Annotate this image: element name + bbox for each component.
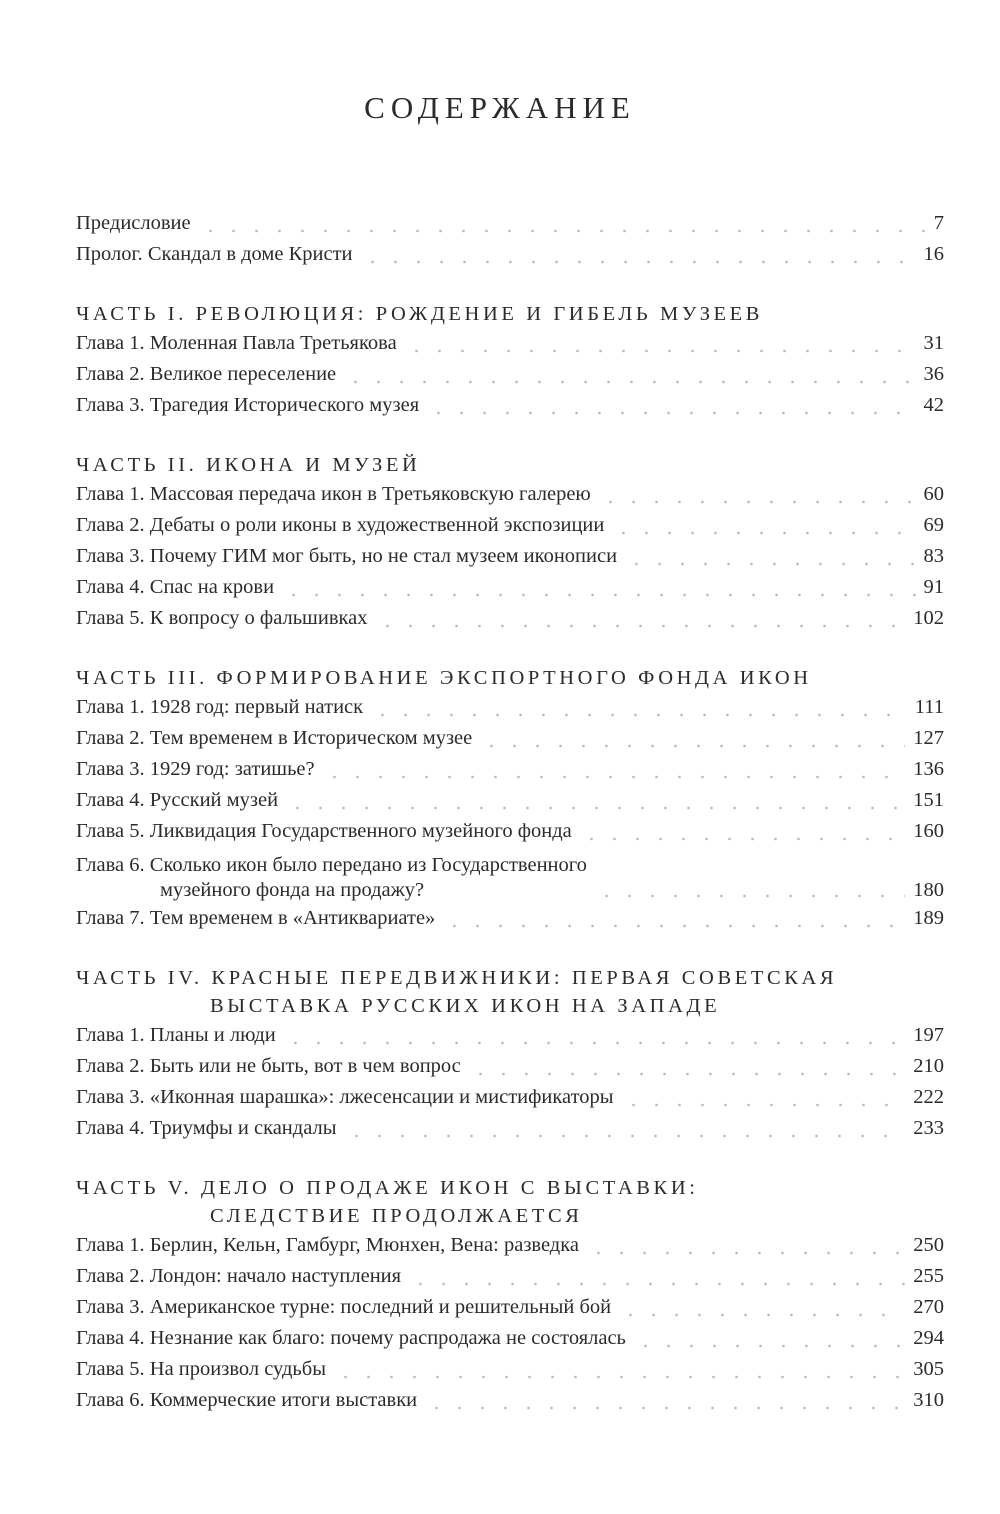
entry-page: 189 [913, 907, 944, 929]
dot-leader [634, 1323, 905, 1354]
entry-title: Глава 3. Американское турне: последний и решительный бой [76, 1296, 612, 1318]
dot-leader [587, 1230, 905, 1261]
toc-entry[interactable] [76, 239, 944, 270]
dot-leader [443, 903, 905, 934]
entry-title: Глава 1. Планы и люди [76, 1024, 276, 1046]
toc-entry[interactable] [76, 1051, 944, 1082]
toc-entry[interactable] [76, 510, 944, 541]
entry-page: 255 [913, 1265, 944, 1287]
toc-entry[interactable] [76, 572, 944, 603]
entry-title: Глава 3. 1929 год: затишье? [76, 758, 315, 780]
entry-page: 127 [913, 727, 944, 749]
entry-title: Пролог. Скандал в доме Кристи [76, 243, 353, 265]
entry-page: 91 [923, 576, 944, 598]
dot-leader [371, 692, 907, 723]
entry-title: Глава 2. Великое переселение [76, 363, 337, 385]
dot-leader [334, 1354, 905, 1385]
entry-page: 42 [923, 394, 944, 416]
toc-entry[interactable] [76, 208, 944, 239]
part-heading: ЧАСТЬ I. РЕВОЛЮЦИЯ: РОЖДЕНИЕ И ГИБЕЛЬ МУЗЕЕВ [76, 303, 764, 325]
toc-entry[interactable] [76, 1082, 944, 1113]
entry-title: Глава 3. Трагедия Исторического музея [76, 394, 420, 416]
dot-leader [361, 239, 916, 270]
dot-leader [619, 1292, 905, 1323]
entry-page: 7 [933, 212, 944, 234]
toc-entry[interactable] [76, 723, 944, 754]
entry-title: Глава 1. Берлин, Кельн, Гамбург, Мюнхен, Вена: разведка [76, 1234, 579, 1256]
part-heading: ЧАСТЬ IV. КРАСНЫЕ ПЕРЕДВИЖНИКИ: ПЕРВАЯ СОВЕТСКАЯ ВЫСТАВКА РУССКИХ ИКОН НА ЗАПАДЕ [76, 967, 838, 1017]
toc-entry[interactable] [76, 1354, 944, 1385]
dot-leader [323, 754, 906, 785]
entry-page: 233 [913, 1117, 944, 1139]
entry-title: Глава 1. 1928 год: первый натиск [76, 696, 364, 718]
dot-leader [286, 785, 905, 816]
toc-entry[interactable] [76, 1323, 944, 1354]
toc-entry[interactable] [76, 1261, 944, 1292]
entry-title: Глава 2. Лондон: начало наступления [76, 1265, 402, 1287]
entry-page: 36 [923, 363, 944, 385]
entry-title: Глава 6. Коммерческие итоги выставки [76, 1389, 418, 1411]
dot-leader [425, 1385, 905, 1416]
entry-title: Предисловие [76, 212, 191, 234]
dot-leader [284, 1020, 905, 1051]
dot-leader [405, 328, 916, 359]
toc-entry[interactable] [76, 816, 944, 847]
dot-leader [469, 1051, 905, 1082]
dot-leader [199, 208, 926, 239]
entry-page: 197 [913, 1024, 944, 1046]
entry-title: Глава 1. Массовая передача икон в Третьяковскую галерею [76, 483, 591, 505]
entry-page: 310 [913, 1389, 944, 1411]
dot-leader [376, 603, 906, 634]
entry-page: 136 [913, 758, 944, 780]
entry-page: 102 [913, 607, 944, 629]
toc-entry[interactable] [76, 754, 944, 785]
toc-entry[interactable] [76, 847, 944, 903]
part-heading: ЧАСТЬ II. ИКОНА И МУЗЕЙ [76, 454, 421, 476]
toc-entry[interactable] [76, 1020, 944, 1051]
entry-page: 180 [913, 879, 944, 901]
dot-leader [282, 572, 915, 603]
entry-title: Глава 3. «Иконная шарашка»: лжесенсации и мистификаторы [76, 1086, 614, 1108]
entry-page: 111 [914, 696, 944, 718]
entry-title: Глава 4. Триумфы и скандалы [76, 1117, 337, 1139]
dot-leader [344, 359, 915, 390]
dot-leader [580, 816, 905, 847]
toc-entry[interactable] [76, 903, 944, 934]
dot-leader [345, 1113, 906, 1144]
toc-entry[interactable] [76, 541, 944, 572]
entry-title: Глава 4. Незнание как благо: почему распродажа не состоялась [76, 1327, 626, 1349]
toc-entry[interactable] [76, 1292, 944, 1323]
entry-title: Глава 5. Ликвидация Государственного музейного фонда [76, 820, 572, 842]
entry-title: Глава 5. К вопросу о фальшивках [76, 607, 368, 629]
entry-page: 222 [913, 1086, 944, 1108]
entry-page: 16 [923, 243, 944, 265]
entry-page: 60 [923, 483, 944, 505]
table-of-contents [76, 208, 944, 1416]
toc-entry[interactable] [76, 328, 944, 359]
entry-title: Глава 4. Русский музей [76, 789, 279, 811]
dot-leader [595, 878, 905, 903]
entry-page: 294 [913, 1327, 944, 1349]
entry-page: 210 [913, 1055, 944, 1077]
entry-title: Глава 2. Быть или не быть, вот в чем вопрос [76, 1055, 461, 1077]
dot-leader [622, 1082, 906, 1113]
entry-page: 69 [923, 514, 944, 536]
entry-title: Глава 7. Тем временем в «Антиквариате» [76, 907, 436, 929]
toc-entry[interactable] [76, 603, 944, 634]
entry-title: Глава 3. Почему ГИМ мог быть, но не стал музеем иконописи [76, 545, 618, 567]
toc-entry[interactable] [76, 479, 944, 510]
entry-title: Глава 4. Спас на крови [76, 576, 275, 598]
toc-entry[interactable] [76, 1230, 944, 1261]
entry-title: Глава 2. Тем временем в Историческом музее [76, 727, 473, 749]
dot-leader [427, 390, 915, 421]
dot-leader [409, 1261, 905, 1292]
entry-title: Глава 5. На произвол судьбы [76, 1358, 326, 1380]
entry-page: 250 [913, 1234, 944, 1256]
entry-page: 305 [913, 1358, 944, 1380]
toc-entry[interactable] [76, 359, 944, 390]
dot-leader [625, 541, 915, 572]
toc-entry[interactable] [76, 785, 944, 816]
dot-leader [599, 479, 916, 510]
page-title: СОДЕРЖАНИЕ [364, 90, 636, 125]
toc-entry[interactable] [76, 1113, 944, 1144]
entry-page: 160 [913, 820, 944, 842]
dot-leader [480, 723, 905, 754]
entry-page: 31 [923, 332, 944, 354]
dot-leader [612, 510, 915, 541]
entry-page: 151 [913, 789, 944, 811]
entry-page: 270 [913, 1296, 944, 1318]
entry-page: 83 [923, 545, 944, 567]
part-heading: ЧАСТЬ III. ФОРМИРОВАНИЕ ЭКСПОРТНОГО ФОНДА ИКОН [76, 667, 812, 689]
toc-entry[interactable] [76, 692, 944, 723]
entry-title: Глава 1. Моленная Павла Третьякова [76, 332, 397, 354]
part-heading: ЧАСТЬ V. ДЕЛО О ПРОДАЖЕ ИКОН С ВЫСТАВКИ: СЛЕДСТВИЕ ПРОДОЛЖАЕТСЯ [76, 1177, 699, 1227]
toc-entry[interactable] [76, 1385, 944, 1416]
entry-title: Глава 6. Сколько икон было передано из Государственного музейного фонда на продажу? [76, 854, 587, 901]
toc-entry[interactable] [76, 390, 944, 421]
entry-title: Глава 2. Дебаты о роли иконы в художественной экспозиции [76, 514, 605, 536]
